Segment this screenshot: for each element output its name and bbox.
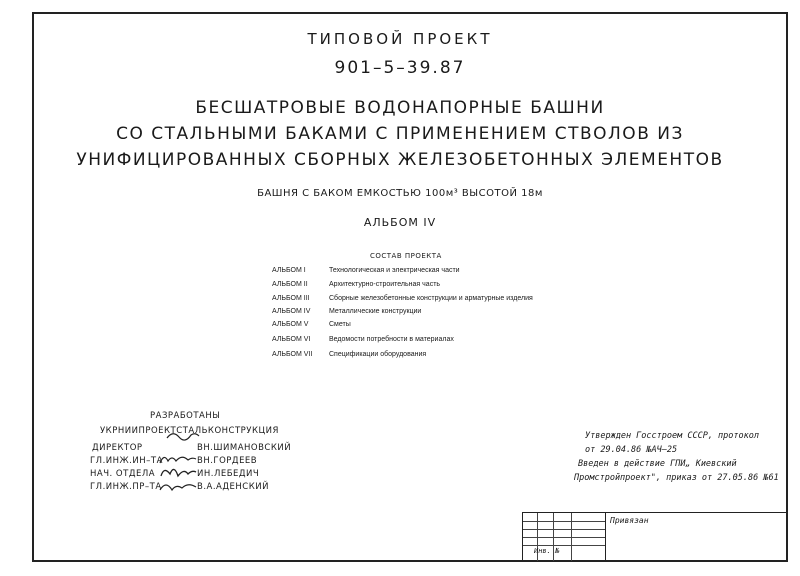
name-chief-engineer-institute: ВН.ГОРДЕЕВ xyxy=(197,456,258,466)
composition-desc: Сметы xyxy=(329,321,351,328)
approval-line-2: от 29.04.86 №АЧ–25 xyxy=(585,445,678,455)
composition-desc: Металлические конструкции xyxy=(329,308,422,315)
composition-album: АЛЬБОМ IV xyxy=(272,308,311,315)
approval-line-4: Промстройпроект", приказ от 27.05.86 №61 xyxy=(574,473,779,483)
role-department-head: НАЧ. ОТДЕЛА xyxy=(90,469,156,479)
role-chief-engineer-institute: ГЛ.ИНЖ.ИН–ТА xyxy=(90,456,163,466)
role-director: ДИРЕКТОР xyxy=(92,443,143,453)
title-line-2: СО СТАЛЬНЫМИ БАКАМИ С ПРИМЕНЕНИЕМ СТВОЛОВ ИЗ xyxy=(116,124,684,144)
composition-album: АЛЬБОМ V xyxy=(272,321,309,328)
privyazan-label: Привязан xyxy=(610,516,649,525)
signature-chief-engineer-project xyxy=(158,478,198,496)
approval-line-3: Введен в действие ГПИ„ Киевский xyxy=(578,459,737,469)
subtitle: БАШНЯ С БАКОМ ЕМКОСТЬЮ 100м³ ВЫСОТОЙ 18м xyxy=(257,188,543,199)
name-department-head: ИН.ЛЕБЕДИЧ xyxy=(197,469,260,479)
approval-line-1: Утвержден Госстроем СССР, протокол xyxy=(585,431,759,441)
inventory-number-label: Инв. № xyxy=(534,547,560,555)
signature-director xyxy=(165,428,201,444)
developers-heading: РАЗРАБОТАНЫ xyxy=(150,411,221,421)
composition-desc: Архитектурно-строительная часть xyxy=(329,281,441,288)
composition-album: АЛЬБОМ VI xyxy=(272,336,311,343)
title-line-3: УНИФИЦИРОВАННЫХ СБОРНЫХ ЖЕЛЕЗОБЕТОННЫХ ЭЛЕМЕНТОВ xyxy=(76,150,724,170)
composition-album: АЛЬБОМ II xyxy=(272,281,308,288)
composition-album: АЛЬБОМ III xyxy=(272,295,310,302)
composition-desc: Ведомости потребности в материалах xyxy=(329,336,454,343)
composition-heading: СОСТАВ ПРОЕКТА xyxy=(370,252,442,260)
developer-organization: УКРНИИПРОЕКТСТАЛЬКОНСТРУКЦИЯ xyxy=(100,426,279,436)
role-chief-engineer-project: ГЛ.ИНЖ.ПР–ТА xyxy=(90,482,162,492)
album-number: АЛЬБОМ IV xyxy=(363,216,437,229)
composition-album: АЛЬБОМ VII xyxy=(272,351,313,358)
composition-desc: Сборные железобетонные конструкции и арматурные изделия xyxy=(329,295,533,302)
title-block-stamp xyxy=(522,512,786,560)
project-type-label: ТИПОВОЙ ПРОЕКТ xyxy=(307,30,493,48)
composition-desc: Технологическая и электрическая части xyxy=(329,267,460,274)
composition-album: АЛЬБОМ I xyxy=(272,267,306,274)
title-line-1: БЕСШАТРОВЫЕ ВОДОНАПОРНЫЕ БАШНИ xyxy=(195,98,605,118)
composition-desc: Спецификации оборудования xyxy=(329,351,427,358)
project-code: 901–5–39.87 xyxy=(334,58,466,78)
name-chief-engineer-project: В.А.АДЕНСКИЙ xyxy=(197,482,269,492)
name-director: ВН.ШИМАНОВСКИЙ xyxy=(197,443,292,453)
